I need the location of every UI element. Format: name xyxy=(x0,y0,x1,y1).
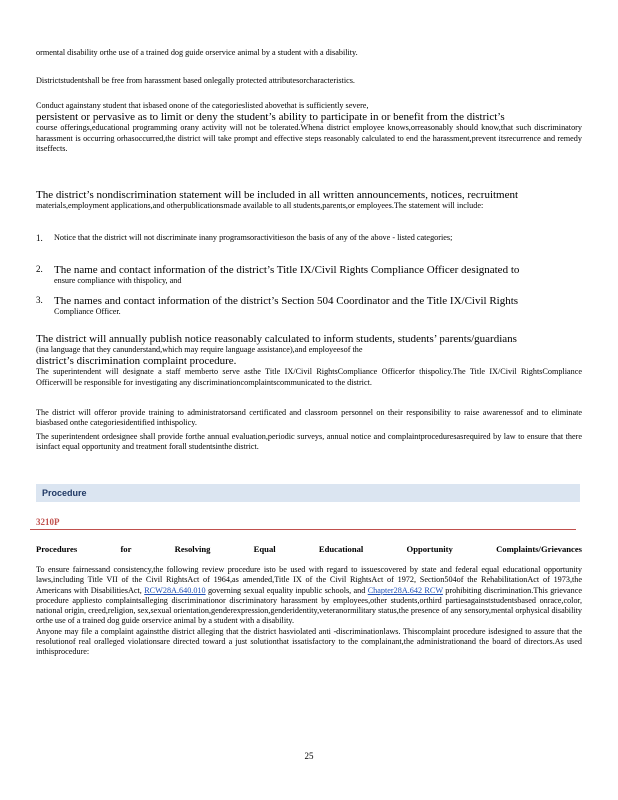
title-word: Educational xyxy=(318,544,364,554)
procedure-text: To ensure fairnessand consistency,the following review procedure isto be used with regard to issuescovered by state and federal equal educational opportunity laws,including Title VII of the Civil RightsAct of 1964,as amended,Title IX of the Civil RightsAct of 1972, Section504of the RehabilitationAct of 1973,the Americans with DisabilitiesAct, xyxy=(36,565,582,595)
procedure-text: governing sexual equality inpublic schools, and xyxy=(207,585,366,595)
list-text: ensure compliance with thispolicy, and xyxy=(54,276,182,285)
title-word: for xyxy=(120,544,132,554)
paragraph-line: (ina language that they canunderstand,which may require language assistance),and employeesof the xyxy=(36,345,363,354)
chapter-link[interactable]: Chapter28A.642 RCW xyxy=(367,585,443,595)
paragraph-training: The district will offeror provide training to administratorsand certificated and classroom personnel on their responsibility to raise awarenessof and to eliminate biasbased onthe categoriesidentified inthispolicy. xyxy=(36,408,582,428)
paragraph-line-large: The district’s nondiscrimination statement will be included in all written announcements, notices, recruitment xyxy=(36,189,519,201)
list-number: 3. xyxy=(36,295,43,305)
list-item xyxy=(36,233,582,243)
title-word: Procedures xyxy=(36,544,78,554)
paragraph-line: Conduct againstany student that isbased onone of the categorieslisted abovethat is sufficiently severe, xyxy=(36,101,369,110)
paragraph-nondiscrimination-statement xyxy=(36,189,582,211)
rcw-link[interactable]: RCW28A.640.010 xyxy=(144,585,206,595)
paragraph-body: The superintendent will designate a staff memberto serve asthe Title IX/Civil RightsCompliance Officerfor thispolicy.The Title IX/Civil RightsCompliance Officerwill be responsible for investigating any discriminationcomplaintscommunicated to the district. xyxy=(36,367,582,387)
list-item xyxy=(36,264,582,286)
title-word: Resolving xyxy=(174,544,211,554)
paragraph-disability-clause: ormental disability orthe use of a trained dog guide orservice animal by a student with a disability. xyxy=(36,48,358,57)
paragraph-line-large: The district will annually publish notice reasonably calculated to inform students, students’ parents/guardians xyxy=(36,333,517,345)
section-divider xyxy=(30,529,576,530)
paragraph-line-large: persistent or pervasive as to limit or deny the student’s ability to participate in or benefit from the district’s xyxy=(36,111,505,124)
paragraph-evaluation: The superintendent ordesignee shall provide forthe annual evaluation,periodic surveys, annual notice and complaintproceduresasrequired by law to ensure that there isinfact equal opportunity and treatment forall studentsinthe district. xyxy=(36,432,582,452)
paragraph-annual-notice xyxy=(36,333,582,388)
title-word: Opportunity xyxy=(406,544,453,554)
list-text-large: The name and contact information of the district’s Title IX/Civil Rights Compliance Officer designated to xyxy=(54,264,520,276)
procedure-text: Anyone may file a complaint againstthe district alleging that the district hasviolated anti -discriminationlaws. Thiscomplaint procedure isdesigned to assure that the resolutionof real oralleged violationsare directed toward a just solutionthat issatisfactory to the complainant,the administrationand the board of directors.As used inthisprocedure: xyxy=(36,626,582,657)
procedure-body xyxy=(36,565,582,658)
list-item xyxy=(36,295,582,317)
page-number: 25 xyxy=(304,751,314,761)
procedure-banner xyxy=(36,484,580,502)
paragraph-body: materials,employment applications,and otherpublicationsmade available to all students,parents,or employees.The statement will include: xyxy=(36,201,484,210)
procedure-title xyxy=(36,544,582,554)
paragraph-body: course offerings,educational programming orany activity will not be tolerated.Whena district employee knows,orreasonably should know,that such discriminatory harassment is occurring orhasoccurred,the district will take prompt and effective steps reasonably calculated to end the harassment,prevent itsrecurrence and remedy itseffects. xyxy=(36,123,582,153)
procedure-banner-label: Procedure xyxy=(42,488,87,498)
title-word: Complaints/Grievances xyxy=(496,544,582,554)
title-word: Equal xyxy=(253,544,276,554)
list-number: 2. xyxy=(36,264,43,274)
procedure-code: 3210P xyxy=(36,517,60,527)
list-text-large: The names and contact information of the district’s Section 504 Coordinator and the Title IX/Civil Rights xyxy=(54,295,519,307)
paragraph-line-large: district’s discrimination complaint procedure. xyxy=(36,355,237,368)
procedure-text: prohibiting discrimination.This grievance procedure appliesto complaintsalleging discriminationor discriminatory harassment by employees,other students,orthird partiesagainststudentsbased onrace,color, national origin, creed,religion, sex,sexual orientation,genderexpression,genderidentity,veteranormilitary status,the presence of any sensory,mental orphysical disability orthe use of a trained dog guide orservice animal by a student with a disability. xyxy=(36,585,583,626)
list-number: 1. xyxy=(36,233,43,243)
paragraph-harassment-free: Districtstudentshall be free from harassment based onlegally protected attributesorcharacteristics. xyxy=(36,76,355,85)
list-text: Notice that the district will not discriminate inany programsoractivitieson the basis of any of the above - listed categories; xyxy=(54,233,453,242)
paragraph-harassment-conduct xyxy=(36,101,582,154)
list-text: Compliance Officer. xyxy=(54,307,121,316)
